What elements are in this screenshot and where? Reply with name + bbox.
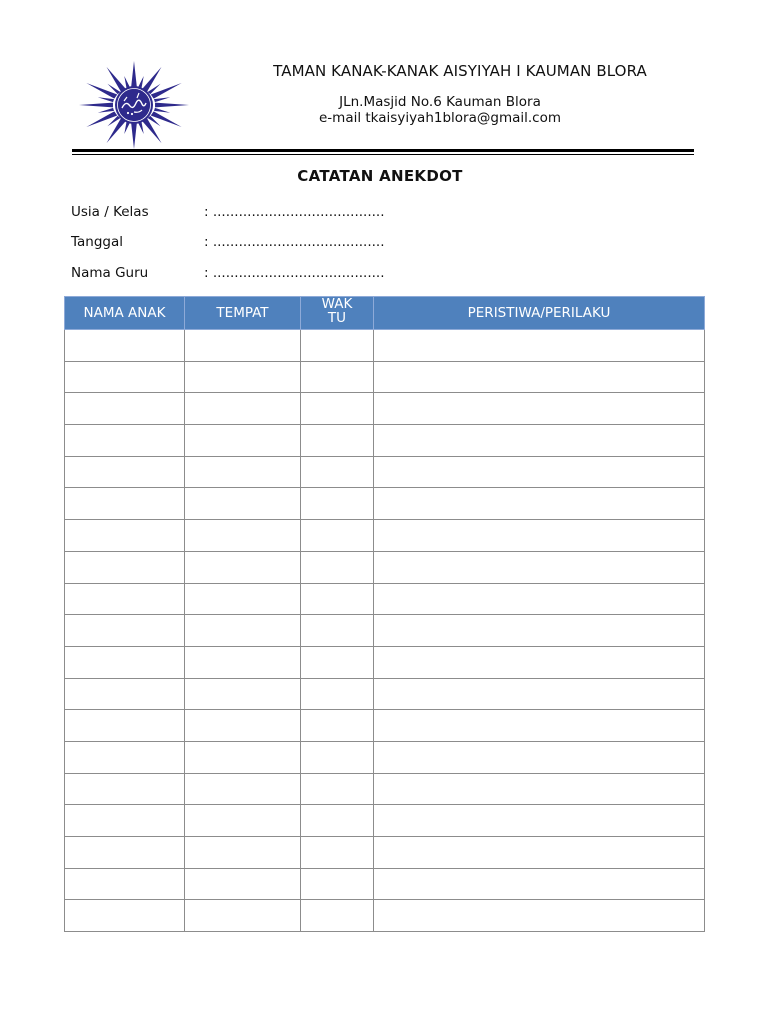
table-cell bbox=[185, 710, 301, 742]
table-cell bbox=[301, 551, 374, 583]
field-label: Nama Guru bbox=[71, 265, 149, 281]
table-cell bbox=[374, 805, 705, 837]
table-row bbox=[65, 837, 705, 869]
table-cell bbox=[374, 615, 705, 647]
table-cell bbox=[374, 837, 705, 869]
table-row bbox=[65, 678, 705, 710]
table-row bbox=[65, 520, 705, 552]
table-row bbox=[65, 425, 705, 457]
table-cell bbox=[185, 773, 301, 805]
table-header-row bbox=[65, 297, 705, 330]
column-header-nama-anak: NAMA ANAK bbox=[65, 297, 185, 330]
field-label: Tanggal bbox=[71, 234, 124, 250]
table-cell bbox=[374, 583, 705, 615]
table-cell bbox=[185, 805, 301, 837]
table-cell bbox=[301, 361, 374, 393]
table-cell bbox=[301, 425, 374, 457]
table-row bbox=[65, 488, 705, 520]
table-cell bbox=[65, 805, 185, 837]
anecdote-table bbox=[64, 296, 705, 932]
table-cell bbox=[65, 773, 185, 805]
header-divider-thin bbox=[72, 154, 694, 155]
table-cell bbox=[185, 837, 301, 869]
table-cell bbox=[374, 361, 705, 393]
table-cell bbox=[301, 900, 374, 932]
table-cell bbox=[65, 488, 185, 520]
table-cell bbox=[65, 615, 185, 647]
table-cell bbox=[185, 551, 301, 583]
table-body bbox=[65, 330, 705, 932]
table-cell bbox=[65, 868, 185, 900]
table-cell bbox=[65, 741, 185, 773]
table-row bbox=[65, 868, 705, 900]
table-row bbox=[65, 615, 705, 647]
table-cell bbox=[374, 741, 705, 773]
table-cell bbox=[301, 583, 374, 615]
table-cell bbox=[65, 393, 185, 425]
table-cell bbox=[65, 583, 185, 615]
table-cell bbox=[65, 520, 185, 552]
table-row bbox=[65, 741, 705, 773]
table-cell bbox=[185, 520, 301, 552]
table-cell bbox=[65, 330, 185, 362]
table-cell bbox=[65, 361, 185, 393]
table-cell bbox=[301, 710, 374, 742]
table-cell bbox=[301, 330, 374, 362]
table-row bbox=[65, 710, 705, 742]
school-email: e-mail tkaisyiyah1blora@gmail.com bbox=[319, 110, 561, 126]
field-blank: : ........................................ bbox=[204, 234, 385, 250]
table-cell bbox=[301, 456, 374, 488]
table-cell bbox=[185, 488, 301, 520]
table-cell bbox=[301, 773, 374, 805]
table-row bbox=[65, 551, 705, 583]
table-cell bbox=[301, 868, 374, 900]
document-title: CATATAN ANEKDOT bbox=[297, 167, 463, 185]
table-cell bbox=[65, 646, 185, 678]
table-row bbox=[65, 773, 705, 805]
table-cell bbox=[374, 456, 705, 488]
column-header-tempat: TEMPAT bbox=[185, 297, 301, 330]
table-cell bbox=[185, 583, 301, 615]
table-cell bbox=[301, 741, 374, 773]
table-cell bbox=[301, 678, 374, 710]
table-row bbox=[65, 393, 705, 425]
table-cell bbox=[301, 837, 374, 869]
table-cell bbox=[301, 520, 374, 552]
table-cell bbox=[185, 393, 301, 425]
table-cell bbox=[374, 425, 705, 457]
table-cell bbox=[185, 456, 301, 488]
header-divider-thick bbox=[72, 149, 694, 152]
table-cell bbox=[374, 551, 705, 583]
table-cell bbox=[65, 900, 185, 932]
table-cell bbox=[374, 900, 705, 932]
table-cell bbox=[301, 646, 374, 678]
table-cell bbox=[185, 868, 301, 900]
table-row bbox=[65, 583, 705, 615]
column-header-waktu-label: WAKTU bbox=[321, 296, 353, 326]
table-row bbox=[65, 900, 705, 932]
table-row bbox=[65, 646, 705, 678]
table-cell bbox=[185, 615, 301, 647]
table-cell bbox=[185, 678, 301, 710]
table-cell bbox=[65, 710, 185, 742]
table-cell bbox=[185, 361, 301, 393]
table-cell bbox=[301, 393, 374, 425]
table-row bbox=[65, 330, 705, 362]
table-cell bbox=[65, 551, 185, 583]
column-header-waktu bbox=[301, 297, 374, 330]
table-cell bbox=[185, 425, 301, 457]
table-cell bbox=[374, 710, 705, 742]
table-cell bbox=[185, 900, 301, 932]
table-cell bbox=[301, 488, 374, 520]
table-cell bbox=[374, 868, 705, 900]
table-cell bbox=[65, 837, 185, 869]
table-cell bbox=[374, 520, 705, 552]
table-row bbox=[65, 361, 705, 393]
field-blank: : ........................................ bbox=[204, 265, 385, 281]
table-row bbox=[65, 805, 705, 837]
column-header-peristiwa: PERISTIWA/PERILAKU bbox=[374, 297, 705, 330]
table-cell bbox=[374, 646, 705, 678]
school-address: JLn.Masjid No.6 Kauman Blora bbox=[339, 94, 541, 110]
field-blank: : ........................................ bbox=[204, 204, 385, 220]
table-cell bbox=[374, 773, 705, 805]
table-cell bbox=[65, 456, 185, 488]
field-label: Usia / Kelas bbox=[71, 204, 149, 220]
table-cell bbox=[374, 678, 705, 710]
table-cell bbox=[374, 330, 705, 362]
table-row bbox=[65, 456, 705, 488]
table-cell bbox=[374, 393, 705, 425]
table-cell bbox=[374, 488, 705, 520]
table-cell bbox=[65, 425, 185, 457]
table-cell bbox=[185, 741, 301, 773]
table-cell bbox=[65, 678, 185, 710]
table-cell bbox=[185, 646, 301, 678]
table-cell bbox=[185, 330, 301, 362]
table-cell bbox=[301, 615, 374, 647]
table-cell bbox=[301, 805, 374, 837]
school-name: TAMAN KANAK-KANAK AISYIYAH I KAUMAN BLORA bbox=[273, 62, 647, 80]
